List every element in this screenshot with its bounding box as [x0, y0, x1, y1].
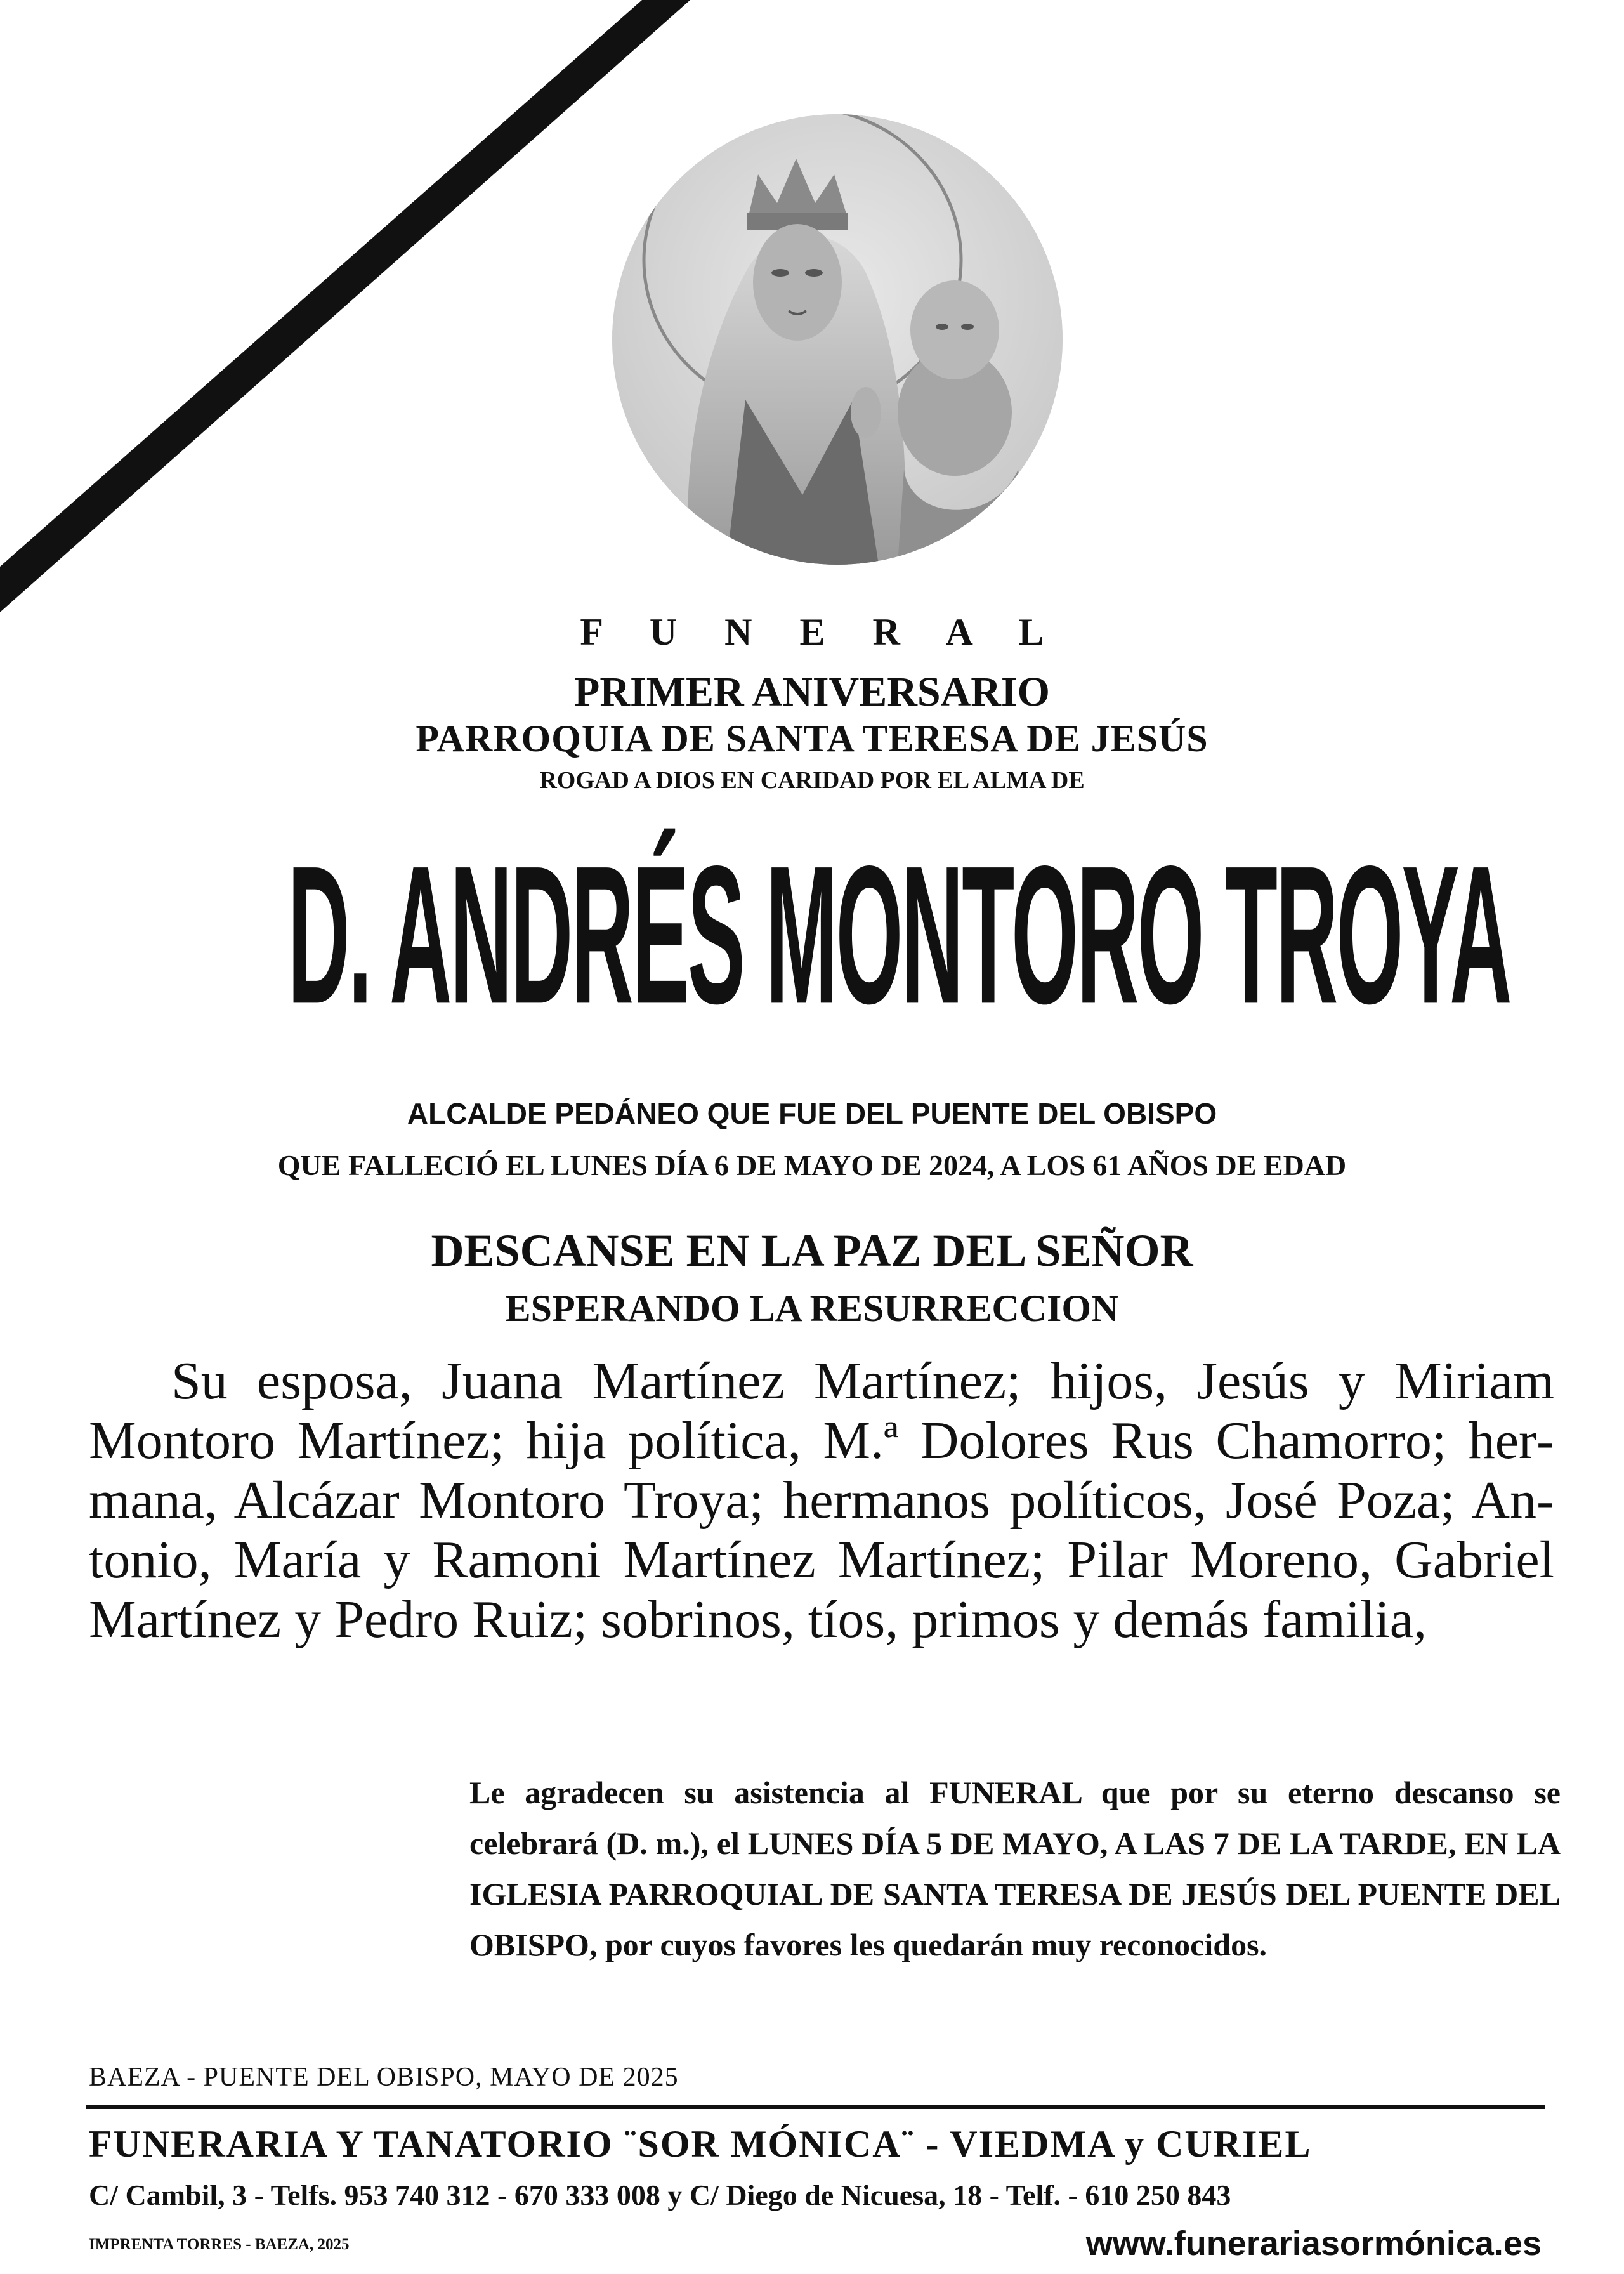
virgin-and-child-photo — [612, 114, 1063, 565]
deceased-name: D. ANDRÉS MONTORO TROYA — [287, 825, 1510, 1046]
anniversary-heading: PRIMER ANIVERSARIO — [574, 669, 1050, 715]
website-link[interactable]: www.funerariasormónica.es — [1085, 2225, 1542, 2263]
funeral-heading: F U N E R A L — [580, 611, 1063, 653]
parish-name: PARROQUIA DE SANTA TERESA DE JESÚS — [416, 718, 1208, 759]
funeral-thanks-paragraph: Le agradecen su asistencia al FUNERAL que por su eterno descanso se celebrará (D. m.), el LUNES DÍA 5 DE MAYO, A LAS 7 DE LA TARDE, EN LA IGLESIA PARROQUIAL DE SANTA TERESA DE JESÚS DEL PUENTE DEL OBISPO, por cuyos favores les quedarán muy reconocidos. — [469, 1775, 1561, 1962]
printer-credit: IMPRENTA TORRES - BAEZA, 2025 — [89, 2236, 350, 2253]
deceased-role: ALCALDE PEDÁNEO QUE FUE DEL PUENTE DEL OBISPO — [407, 1097, 1217, 1130]
mourning-sash — [0, 0, 698, 634]
date-place-line: BAEZA - PUENTE DEL OBISPO, MAYO DE 2025 — [89, 2063, 679, 2092]
statue-image — [612, 114, 1063, 565]
family-paragraph: Su esposa, Juana Martínez Martínez; hijos, Jesús y Miriam Montoro Martínez; hija política, M.ª Dolores Rus Chamorro; hermana, Alcázar Montoro Troya; hermanos políticos, José Poza; Antonio, María y Ramoni Martínez Martínez; Pilar Moreno, Gabriel Martínez y Pedro Ruiz; sobrinos, tíos, primos y demás familia, — [89, 1351, 1554, 1649]
funeral-home-address: C/ Cambil, 3 - Telfs. 953 740 312 - 670 333 008 y C/ Diego de Nicuesa, 18 - Telf. - 610 250 843 — [89, 2179, 1231, 2211]
deceased-name-block — [0, 825, 1624, 1066]
death-notice-line: QUE FALLECIÓ EL LUNES DÍA 6 DE MAYO DE 2024, A LOS 61 AÑOS DE EDAD — [277, 1149, 1347, 1181]
resurrection-line: ESPERANDO LA RESURRECCION — [505, 1287, 1119, 1329]
rest-in-peace-line: DESCANSE EN LA PAZ DEL SEÑOR — [431, 1225, 1193, 1276]
prayer-line: ROGAD A DIOS EN CARIDAD POR EL ALMA DE — [539, 767, 1085, 794]
funeral-home-name: FUNERARIA Y TANATORIO ¨SOR MÓNICA¨ - VIEDMA y CURIEL — [89, 2123, 1312, 2165]
footer-divider — [86, 2105, 1545, 2109]
